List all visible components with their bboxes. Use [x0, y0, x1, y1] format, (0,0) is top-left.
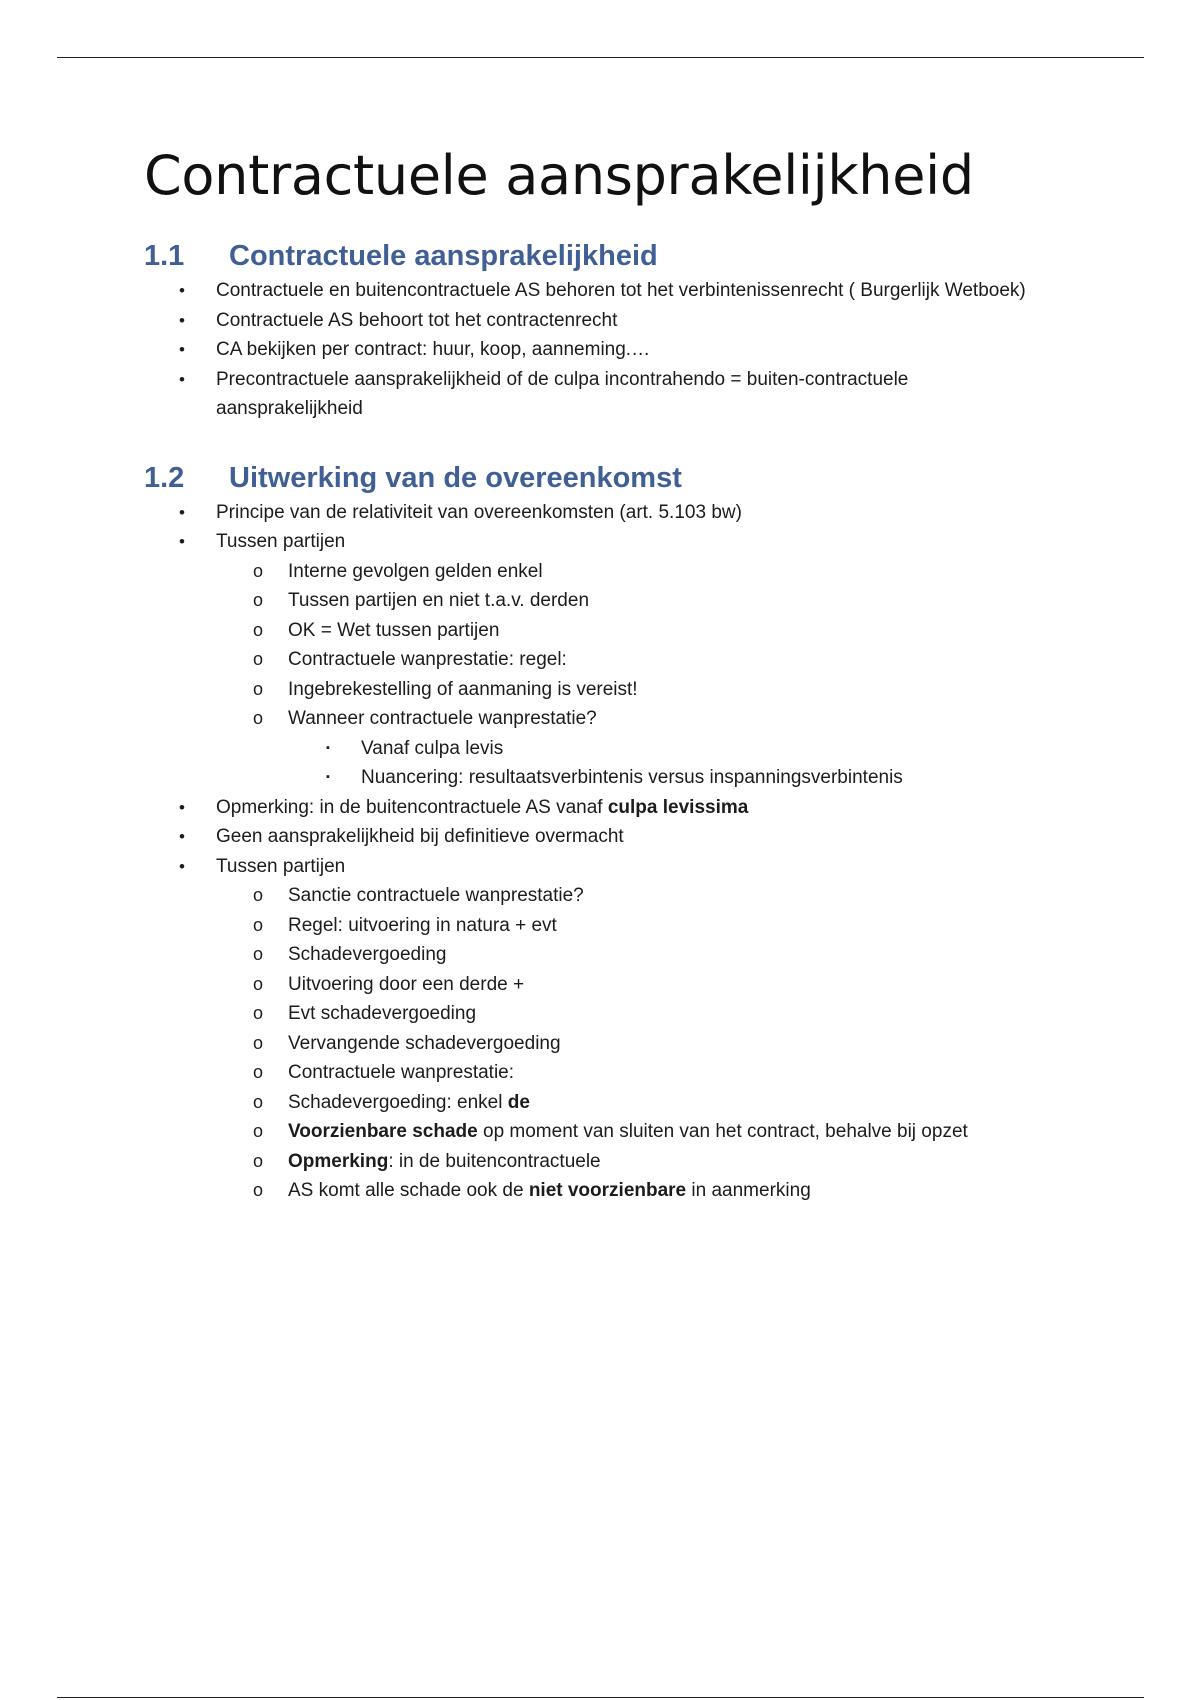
- bullet-icon: •: [179, 369, 185, 389]
- circle-bullet-icon: o: [253, 885, 264, 905]
- circle-bullet-icon: o: [253, 590, 264, 610]
- section-1-2-list: [144, 498, 1044, 1206]
- sub-list: [216, 557, 1044, 793]
- circle-bullet-icon: o: [253, 1091, 264, 1112]
- sub-list-item: o Interne gevolgen gelden enkel: [144, 557, 1044, 587]
- sub-list-item: o Sanctie contractuele wanprestatie?: [144, 881, 1044, 911]
- bullet-icon: •: [179, 502, 185, 522]
- list-item: • Contractuele en buitencontractuele AS behoren tot het verbintenissenrecht ( Burgerlijk Wetboek): [144, 276, 1044, 306]
- sub-list-item: o Voorzienbare schade op moment van sluiten van het contract, behalve bij opzet: [144, 1117, 1044, 1147]
- list-item: • CA bekijken per contract: huur, koop, aanneming.…: [144, 335, 1044, 365]
- list-item: • Principe van de relativiteit van overeenkomsten (art. 5.103 bw): [144, 498, 1044, 528]
- sub-list-item: o Evt schadevergoeding: [144, 999, 1044, 1029]
- sub-list-item: o Schadevergoeding: enkel de: [144, 1088, 1044, 1118]
- sub-list-item: o Regel: uitvoering in natura + evt: [144, 911, 1044, 941]
- circle-bullet-icon: o: [253, 619, 264, 640]
- document-page: [144, 140, 1044, 1206]
- square-bullet-icon: ▪: [326, 771, 330, 783]
- bullet-icon: •: [179, 340, 185, 359]
- sub-sub-list-item: ▪ Nuancering: resultaatsverbintenis versus inspanningsverbintenis: [144, 763, 1044, 793]
- sub-list-item: o Wanneer contractuele wanprestatie? ▪ Vanaf culpa levis ▪ Nuancering: resultaatsverbintenis versus inspanningsverbintenis: [144, 704, 1044, 793]
- circle-bullet-icon: o: [253, 1003, 264, 1023]
- square-bullet-icon: ▪: [326, 741, 330, 754]
- list-item: • Tussen partijen o Sanctie contractuele wanprestatie? o Regel: uitvoering in natura + evt o Schadevergoeding o Uitvoering door een derde + o Evt schadevergoeding o Vervangende schadevergoeding o Contractuele wanprestatie: o Schadevergoeding: enkel de o Voorzienbare schade op moment van sluiten van het contract, behalve bij opzet o Opmerking: in de buitencontractuele o AS komt alle schade ook de niet voorzienbare in aanmerking: [144, 852, 1044, 1206]
- section-1-1-list: [144, 276, 1044, 424]
- sub-list-item: o Vervangende schadevergoeding: [144, 1029, 1044, 1059]
- bullet-icon: •: [179, 797, 185, 817]
- circle-bullet-icon: o: [253, 1062, 264, 1082]
- bullet-icon: •: [179, 532, 185, 551]
- circle-bullet-icon: o: [253, 708, 264, 728]
- circle-bullet-icon: o: [253, 1121, 264, 1141]
- list-item: • Opmerking: in de buitencontractuele AS vanaf culpa levissima: [144, 793, 1044, 823]
- circle-bullet-icon: o: [253, 973, 264, 994]
- circle-bullet-icon: o: [253, 1032, 264, 1053]
- circle-bullet-icon: o: [253, 649, 264, 669]
- section-title: Uitwerking van de overeenkomst: [229, 461, 682, 494]
- list-item: • Tussen partijen o Interne gevolgen gelden enkel o Tussen partijen en niet t.a.v. derden o OK = Wet tussen partijen o Contractuele wanprestatie: regel: o Ingebrekestelling of aanmaning is vereist! o Wanneer contractuele wanprestatie? ▪ Vanaf culpa levis ▪ Nuancering: resultaatsverbintenis versus inspanningsverbintenis: [144, 527, 1044, 793]
- circle-bullet-icon: o: [253, 1180, 264, 1200]
- sub-list-item: o Opmerking: in de buitencontractuele: [144, 1147, 1044, 1177]
- section-heading-1-2: [144, 458, 1044, 498]
- bullet-icon: •: [179, 281, 185, 300]
- list-item: • Geen aansprakelijkheid bij definitieve overmacht: [144, 822, 1044, 852]
- sub-list-item: o Contractuele wanprestatie:: [144, 1058, 1044, 1088]
- header-rule: [57, 57, 1144, 58]
- sub-list: [216, 881, 1044, 1206]
- circle-bullet-icon: o: [253, 1150, 264, 1171]
- section-heading-1-1: [144, 236, 1044, 276]
- sub-list-item: o Contractuele wanprestatie: regel:: [144, 645, 1044, 675]
- footer-rule: [57, 1697, 1144, 1698]
- sub-list-item: o Tussen partijen en niet t.a.v. derden: [144, 586, 1044, 616]
- sub-list-item: o Schadevergoeding: [144, 940, 1044, 970]
- document-title: Contractuele aansprakelijkheid: [144, 144, 974, 207]
- sub-list-item: o AS komt alle schade ook de niet voorzienbare in aanmerking: [144, 1176, 1044, 1206]
- sub-list-item: o OK = Wet tussen partijen: [144, 616, 1044, 646]
- sub-sub-list-item: ▪ Vanaf culpa levis: [144, 734, 1044, 764]
- bullet-icon: •: [179, 310, 185, 330]
- sub-list-item: o Ingebrekestelling of aanmaning is vereist!: [144, 675, 1044, 705]
- section-title: Contractuele aansprakelijkheid: [229, 240, 658, 272]
- section-number: 1.2: [144, 461, 185, 494]
- list-item: • Contractuele AS behoort tot het contractenrecht: [144, 306, 1044, 336]
- section-number: 1.1: [144, 240, 185, 272]
- sub-list-item: o Uitvoering door een derde +: [144, 970, 1044, 1000]
- sub-sub-list: [288, 734, 1044, 793]
- circle-bullet-icon: o: [253, 944, 264, 964]
- bullet-icon: •: [179, 856, 185, 876]
- list-item: • Precontractuele aansprakelijkheid of de culpa incontrahendo = buiten-contractuele aansprakelijkheid: [144, 365, 1044, 424]
- bullet-icon: •: [179, 827, 185, 846]
- circle-bullet-icon: o: [253, 560, 264, 581]
- circle-bullet-icon: o: [253, 914, 264, 935]
- circle-bullet-icon: o: [253, 678, 264, 699]
